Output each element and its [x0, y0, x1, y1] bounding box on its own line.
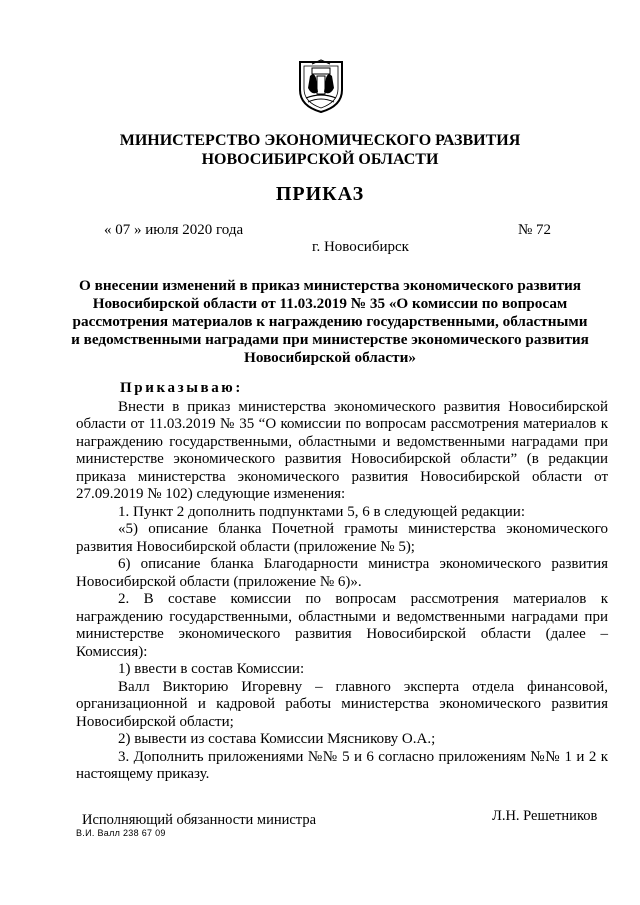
paragraph: 2. В составе комиссии по вопросам рассмотрения материалов к награждению государственными, областными и ведомственными наградами при министерстве экономического развития Новосибирской области (далее – Комиссия):: [76, 591, 608, 660]
ministry-line-1: МИНИСТЕРСТВО ЭКОНОМИЧЕСКОГО РАЗВИТИЯ: [119, 132, 521, 149]
ministry-line-2: НОВОСИБИРСКОЙ ОБЛАСТИ: [201, 151, 439, 168]
paragraph: 1. Пункт 2 дополнить подпунктами 5, 6 в следующей редакции:: [118, 503, 525, 520]
paragraph: 1) ввести в состав Комиссии:: [118, 661, 305, 677]
paragraph: 6) описание бланка Благодарности министра экономического развития Новосибирской области (приложение № 6)».: [76, 556, 608, 590]
coat-of-arms-emblem: [296, 58, 346, 114]
paragraph: 3. Дополнить приложениями №№ 5 и 6 согласно приложениям №№ 1 и 2 к настоящему приказу.: [76, 748, 608, 782]
paragraph: Валл Викторию Игоревну – главного эксперта отдела финансовой, организационной и кадровой работы министерства экономического развития Новосибирской области;: [76, 678, 608, 730]
paragraph: «5) описание бланка Почетной грамоты министерства экономического развития Новосибирской области (приложение № 5);: [76, 521, 608, 555]
order-number: № 72: [518, 222, 552, 238]
order-date: « 07 » июля 2020 года: [104, 222, 244, 238]
order-city: г. Новосибирск: [312, 239, 409, 255]
order-subject: О внесении изменений в приказ министерства экономического развития Новосибирской области от 11.03.2019 № 35 «О комиссии по вопросам рассмотрения материалов к награждению государственными, областными и ведомственными наградами при министерстве экономического развития Новосибирской области»: [71, 277, 589, 366]
ministry-name: [0, 131, 640, 169]
executor-contact: В.И. Валл 238 67 09: [76, 828, 166, 838]
signatory-name: Л.Н. Решетников: [492, 808, 598, 824]
paragraph: Внести в приказ министерства экономического развития Новосибирской области от 11.03.2019 № 35 “О комиссии по вопросам рассмотрения материалов к награждению государственными, областными и ведомственными наградами при министерстве экономического развития Новосибирской области” (в редакции приказа министерства экономического развития Новосибирской области от 27.09.2019 № 102) следующие изменения:: [76, 398, 608, 502]
signatory-position: Исполняющий обязанности министра: [82, 812, 317, 828]
order-body: [76, 380, 608, 784]
document-type: ПРИКАЗ: [275, 183, 365, 205]
decree-word: Приказываю:: [120, 380, 243, 396]
paragraph: 2) вывести из состава Комиссии Мясникову О.А.;: [118, 731, 436, 747]
